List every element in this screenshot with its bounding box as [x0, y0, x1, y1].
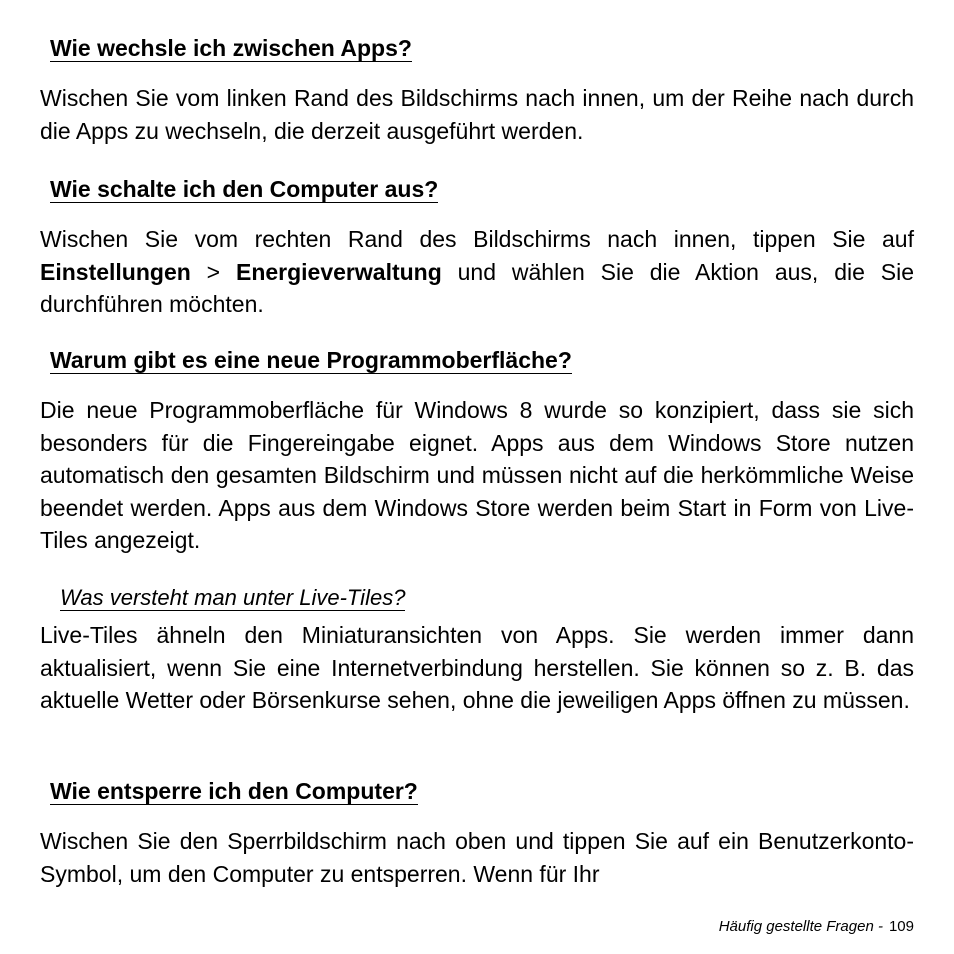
- power-management-term: Energieverwaltung: [235, 258, 442, 285]
- section-shutdown: [40, 175, 914, 321]
- heading-switch-apps: Wie wechsle ich zwischen Apps?: [50, 35, 412, 61]
- heading-shutdown: Wie schalte ich den Computer aus?: [50, 176, 439, 202]
- paragraph-shutdown: Wischen Sie vom rechten Rand des Bildschirms nach innen, tippen Sie auf Einstellungen > Energieverwaltung und wählen Sie die Aktion aus, die Sie durchführen möchten.: [40, 226, 914, 317]
- section-live-tiles: [40, 584, 914, 717]
- page-number: 109: [888, 918, 914, 935]
- settings-term: Einstellungen: [40, 258, 191, 285]
- paragraph-switch-apps: Wischen Sie vom linken Rand des Bildschirms nach innen, um der Reihe nach durch die Apps zu wechseln, die derzeit ausgeführt werden.: [40, 85, 914, 144]
- section-new-ui: [40, 346, 914, 557]
- section-switch-apps: [40, 34, 914, 147]
- paragraph-live-tiles: Live-Tiles ähneln den Miniaturansichten von Apps. Sie werden immer dann aktualisiert, wenn Sie eine Internetverbindung herstellen. Sie können so z. B. das aktuelle Wetter oder Börsenkurse sehen, ohne die jeweiligen Apps öffnen zu müssen.: [40, 622, 914, 713]
- section-unlock: [40, 777, 914, 890]
- heading-unlock: Wie entsperre ich den Computer?: [50, 778, 418, 804]
- paragraph-unlock: Wischen Sie den Sperrbildschirm nach oben und tippen Sie auf ein Benutzerkonto-Symbol, um den Computer zu entsperren. Wenn für Ihr: [40, 828, 914, 887]
- subheading-live-tiles: Was versteht man unter Live-Tiles?: [60, 585, 406, 610]
- page-footer: [719, 917, 914, 937]
- heading-new-ui: Warum gibt es eine neue Programmoberfläche?: [50, 347, 572, 373]
- paragraph-new-ui: Die neue Programmoberfläche für Windows 8 wurde so konzipiert, dass sie sich besonders für die Fingereingabe eignet. Apps aus dem Windows Store nutzen automatisch den gesamten Bildschirm und müssen nicht auf die herkömmliche Weise beendet werden. Apps aus dem Windows Store werden beim Start in Form von Live-Tiles angezeigt.: [40, 397, 914, 553]
- footer-label: Häufig gestellte Fragen -: [718, 918, 883, 935]
